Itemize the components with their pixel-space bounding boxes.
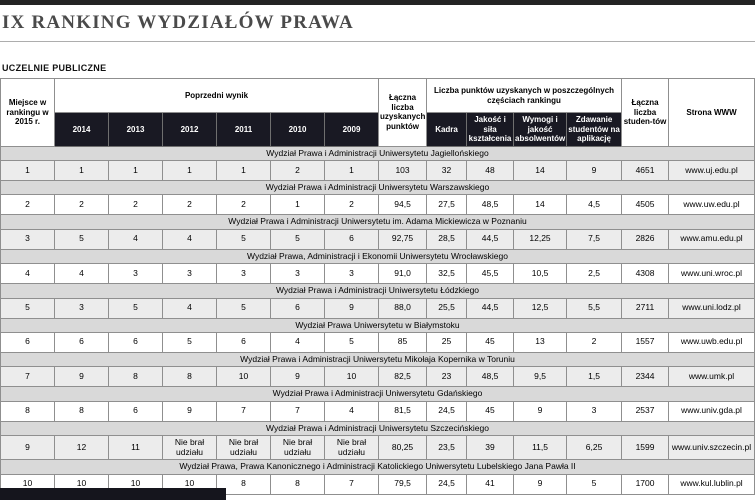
cell-jakosc-ksztalcenia: 48: [467, 161, 514, 181]
cell-prev-2014: 3: [55, 298, 109, 318]
cell-place: 9: [1, 435, 55, 460]
cell-jakosc-ksztalcenia: 39: [467, 435, 514, 460]
cell-total-points: 79,5: [379, 474, 427, 494]
cell-zdawanie-aplikacja: 2: [567, 332, 622, 352]
masthead: [0, 0, 755, 42]
cell-place: 8: [1, 401, 55, 421]
cell-prev-2011: 5: [217, 229, 271, 249]
cell-prev-2012: 1: [163, 161, 217, 181]
cell-www: www.uj.edu.pl: [669, 161, 755, 181]
table-row: [1, 195, 755, 215]
cell-students: 2537: [622, 401, 669, 421]
cell-prev-2014: 4: [55, 264, 109, 284]
cell-prev-2009: 4: [325, 401, 379, 421]
cell-total-points: 82,5: [379, 367, 427, 387]
cell-prev-2011: 3: [217, 264, 271, 284]
cell-prev-2010: 7: [271, 401, 325, 421]
ranking-table: [0, 78, 755, 495]
cell-prev-2010: 8: [271, 474, 325, 494]
cell-prev-2013: 5: [109, 298, 163, 318]
cell-prev-2011: 6: [217, 332, 271, 352]
cell-wymogi-absolwentow: 12,25: [514, 229, 567, 249]
cell-prev-2009: 7: [325, 474, 379, 494]
cell-prev-2013: 11: [109, 435, 163, 460]
cell-students: 4308: [622, 264, 669, 284]
cell-prev-2011: 1: [217, 161, 271, 181]
cell-prev-2012: 3: [163, 264, 217, 284]
col-header-www: Strona WWW: [669, 79, 755, 147]
cell-zdawanie-aplikacja: 6,25: [567, 435, 622, 460]
cell-place: 5: [1, 298, 55, 318]
next-section-header-bar: [0, 488, 226, 500]
cell-total-points: 80,25: [379, 435, 427, 460]
cell-jakosc-ksztalcenia: 45,5: [467, 264, 514, 284]
cell-jakosc-ksztalcenia: 48,5: [467, 367, 514, 387]
cell-prev-2011: 7: [217, 401, 271, 421]
cell-kadra: 23,5: [427, 435, 467, 460]
col-group-ranking-parts: Liczba punktów uzyskanych w poszczególnych częściach rankingu: [427, 79, 622, 113]
cell-jakosc-ksztalcenia: 41: [467, 474, 514, 494]
page-title: IX RANKING WYDZIAŁÓW PRAWA: [2, 12, 354, 33]
cell-wymogi-absolwentow: 13: [514, 332, 567, 352]
cell-place: 1: [1, 161, 55, 181]
cell-prev-2010: 1: [271, 195, 325, 215]
cell-prev-2009: 1: [325, 161, 379, 181]
faculty-header-row: [1, 181, 755, 195]
cell-students: 2826: [622, 229, 669, 249]
cell-prev-2012: 10: [163, 474, 217, 494]
cell-wymogi-absolwentow: 9: [514, 401, 567, 421]
cell-zdawanie-aplikacja: 2,5: [567, 264, 622, 284]
cell-prev-2013: 4: [109, 229, 163, 249]
cell-kadra: 23: [427, 367, 467, 387]
cell-place: 2: [1, 195, 55, 215]
cell-prev-2014: 6: [55, 332, 109, 352]
cell-zdawanie-aplikacja: 1,5: [567, 367, 622, 387]
faculty-header-row: [1, 284, 755, 298]
cell-students: 1557: [622, 332, 669, 352]
faculty-header-row: [1, 421, 755, 435]
cell-place: 4: [1, 264, 55, 284]
cell-wymogi-absolwentow: 12,5: [514, 298, 567, 318]
faculty-header-row: [1, 215, 755, 229]
cell-prev-2011: 5: [217, 298, 271, 318]
cell-students: 2344: [622, 367, 669, 387]
cell-students: 4505: [622, 195, 669, 215]
table-body: [1, 146, 755, 494]
faculty-header-row: [1, 387, 755, 401]
cell-prev-2009: 2: [325, 195, 379, 215]
cell-prev-2014: 5: [55, 229, 109, 249]
faculty-name: Wydział Prawa i Administracji Uniwersytetu Jagiellońskiego: [1, 146, 755, 160]
table-row: [1, 161, 755, 181]
cell-total-points: 91,0: [379, 264, 427, 284]
cell-students: 1599: [622, 435, 669, 460]
cell-total-points: 92,75: [379, 229, 427, 249]
cell-prev-2010: 6: [271, 298, 325, 318]
cell-prev-2010: 5: [271, 229, 325, 249]
cell-www: www.uni.lodz.pl: [669, 298, 755, 318]
cell-prev-2013: 10: [109, 474, 163, 494]
col-header-year-2014: 2014: [55, 113, 109, 147]
table-row: [1, 401, 755, 421]
cell-jakosc-ksztalcenia: 44,5: [467, 229, 514, 249]
faculty-name: Wydział Prawa i Administracji Uniwersytetu Mikołaja Kopernika w Toruniu: [1, 352, 755, 366]
cell-www: www.uw.edu.pl: [669, 195, 755, 215]
col-header-year-2013: 2013: [109, 113, 163, 147]
cell-www: www.uwb.edu.pl: [669, 332, 755, 352]
cell-www: www.uni.wroc.pl: [669, 264, 755, 284]
cell-prev-2013: 3: [109, 264, 163, 284]
faculty-header-row: [1, 146, 755, 160]
cell-total-points: 88,0: [379, 298, 427, 318]
table-row: [1, 229, 755, 249]
cell-wymogi-absolwentow: 9: [514, 474, 567, 494]
cell-zdawanie-aplikacja: 7,5: [567, 229, 622, 249]
cell-prev-2012: 8: [163, 367, 217, 387]
faculty-name: Wydział Prawa i Administracji Uniwersytetu Łódzkiego: [1, 284, 755, 298]
cell-prev-2011: 10: [217, 367, 271, 387]
cell-prev-2012: Nie brał udziału: [163, 435, 217, 460]
table-row: [1, 435, 755, 460]
cell-prev-2010: Nie brał udziału: [271, 435, 325, 460]
cell-kadra: 32,5: [427, 264, 467, 284]
cell-prev-2013: 8: [109, 367, 163, 387]
cell-students: 2711: [622, 298, 669, 318]
col-header-jakosc-ksztalcenia: Jakość i siła kształcenia: [467, 113, 514, 147]
faculty-name: Wydział Prawa, Prawa Kanonicznego i Administracji Katolickiego Uniwersytetu Lubelskiego Jana Pawła II: [1, 460, 755, 474]
cell-prev-2012: 9: [163, 401, 217, 421]
faculty-name: Wydział Prawa i Administracji Uniwersytetu Warszawskiego: [1, 181, 755, 195]
cell-prev-2009: 6: [325, 229, 379, 249]
col-group-previous-result: Poprzedni wynik: [55, 79, 379, 113]
cell-prev-2012: 2: [163, 195, 217, 215]
col-header-students: Łączna liczba studen-tów: [622, 79, 669, 147]
cell-total-points: 103: [379, 161, 427, 181]
cell-prev-2009: Nie brał udziału: [325, 435, 379, 460]
table-row: [1, 264, 755, 284]
cell-zdawanie-aplikacja: 5: [567, 474, 622, 494]
col-header-year-2012: 2012: [163, 113, 217, 147]
faculty-name: Wydział Prawa i Administracji Uniwersytetu Szczecińskiego: [1, 421, 755, 435]
cell-prev-2012: 4: [163, 229, 217, 249]
cell-www: www.amu.edu.pl: [669, 229, 755, 249]
cell-prev-2010: 2: [271, 161, 325, 181]
faculty-name: Wydział Prawa, Administracji i Ekonomii Uniwersytetu Wrocławskiego: [1, 249, 755, 263]
col-header-total-points: Łączna liczba uzyskanych punktów: [379, 79, 427, 147]
faculty-name: Wydział Prawa Uniwersytetu w Białymstoku: [1, 318, 755, 332]
col-header-kadra: Kadra: [427, 113, 467, 147]
col-header-year-2010: 2010: [271, 113, 325, 147]
table-header: [1, 79, 755, 147]
table-row: [1, 367, 755, 387]
cell-place: 10: [1, 474, 55, 494]
cell-kadra: 25,5: [427, 298, 467, 318]
cell-students: 1700: [622, 474, 669, 494]
faculty-name: Wydział Prawa i Administracji Uniwersytetu im. Adama Mickiewicza w Poznaniu: [1, 215, 755, 229]
cell-students: 4651: [622, 161, 669, 181]
col-header-year-2009: 2009: [325, 113, 379, 147]
cell-zdawanie-aplikacja: 5,5: [567, 298, 622, 318]
cell-place: 6: [1, 332, 55, 352]
cell-prev-2013: 6: [109, 401, 163, 421]
cell-prev-2010: 3: [271, 264, 325, 284]
faculty-name: Wydział Prawa i Administracji Uniwersytetu Gdańskiego: [1, 387, 755, 401]
section-label: UCZELNIE PUBLICZNE: [2, 63, 107, 73]
cell-kadra: 32: [427, 161, 467, 181]
cell-prev-2011: Nie brał udziału: [217, 435, 271, 460]
cell-www: www.univ.gda.pl: [669, 401, 755, 421]
cell-zdawanie-aplikacja: 9: [567, 161, 622, 181]
cell-kadra: 24,5: [427, 474, 467, 494]
cell-prev-2014: 2: [55, 195, 109, 215]
table-row: [1, 332, 755, 352]
cell-prev-2009: 5: [325, 332, 379, 352]
cell-place: 3: [1, 229, 55, 249]
cell-kadra: 27,5: [427, 195, 467, 215]
cell-wymogi-absolwentow: 10,5: [514, 264, 567, 284]
cell-prev-2011: 2: [217, 195, 271, 215]
cell-place: 7: [1, 367, 55, 387]
cell-zdawanie-aplikacja: 3: [567, 401, 622, 421]
cell-prev-2014: 8: [55, 401, 109, 421]
cell-prev-2013: 2: [109, 195, 163, 215]
cell-prev-2013: 1: [109, 161, 163, 181]
cell-prev-2013: 6: [109, 332, 163, 352]
col-header-year-2011: 2011: [217, 113, 271, 147]
cell-prev-2012: 5: [163, 332, 217, 352]
cell-prev-2014: 10: [55, 474, 109, 494]
table-row: [1, 298, 755, 318]
col-header-wymogi-absolwentow: Wymogi i jakość absolwentów: [514, 113, 567, 147]
cell-jakosc-ksztalcenia: 44,5: [467, 298, 514, 318]
cell-prev-2011: 8: [217, 474, 271, 494]
cell-prev-2009: 9: [325, 298, 379, 318]
cell-wymogi-absolwentow: 9,5: [514, 367, 567, 387]
cell-zdawanie-aplikacja: 4,5: [567, 195, 622, 215]
col-header-place: Miejsce w rankingu w 2015 r.: [1, 79, 55, 147]
cell-wymogi-absolwentow: 11,5: [514, 435, 567, 460]
faculty-header-row: [1, 460, 755, 474]
cell-prev-2014: 9: [55, 367, 109, 387]
cell-jakosc-ksztalcenia: 48,5: [467, 195, 514, 215]
cell-kadra: 28,5: [427, 229, 467, 249]
faculty-header-row: [1, 352, 755, 366]
col-header-zdawanie-aplikacja: Zdawanie studentów na aplikację: [567, 113, 622, 147]
cell-prev-2014: 12: [55, 435, 109, 460]
cell-total-points: 81,5: [379, 401, 427, 421]
cell-jakosc-ksztalcenia: 45: [467, 401, 514, 421]
cell-prev-2014: 1: [55, 161, 109, 181]
cell-prev-2009: 10: [325, 367, 379, 387]
cell-kadra: 25: [427, 332, 467, 352]
cell-total-points: 94,5: [379, 195, 427, 215]
cell-prev-2012: 4: [163, 298, 217, 318]
cell-kadra: 24,5: [427, 401, 467, 421]
cell-prev-2009: 3: [325, 264, 379, 284]
cell-www: www.kul.lublin.pl: [669, 474, 755, 494]
faculty-header-row: [1, 249, 755, 263]
cell-www: www.umk.pl: [669, 367, 755, 387]
cell-prev-2010: 4: [271, 332, 325, 352]
cell-wymogi-absolwentow: 14: [514, 195, 567, 215]
cell-jakosc-ksztalcenia: 45: [467, 332, 514, 352]
cell-wymogi-absolwentow: 14: [514, 161, 567, 181]
cell-prev-2010: 9: [271, 367, 325, 387]
cell-total-points: 85: [379, 332, 427, 352]
faculty-header-row: [1, 318, 755, 332]
cell-www: www.univ.szczecin.pl: [669, 435, 755, 460]
